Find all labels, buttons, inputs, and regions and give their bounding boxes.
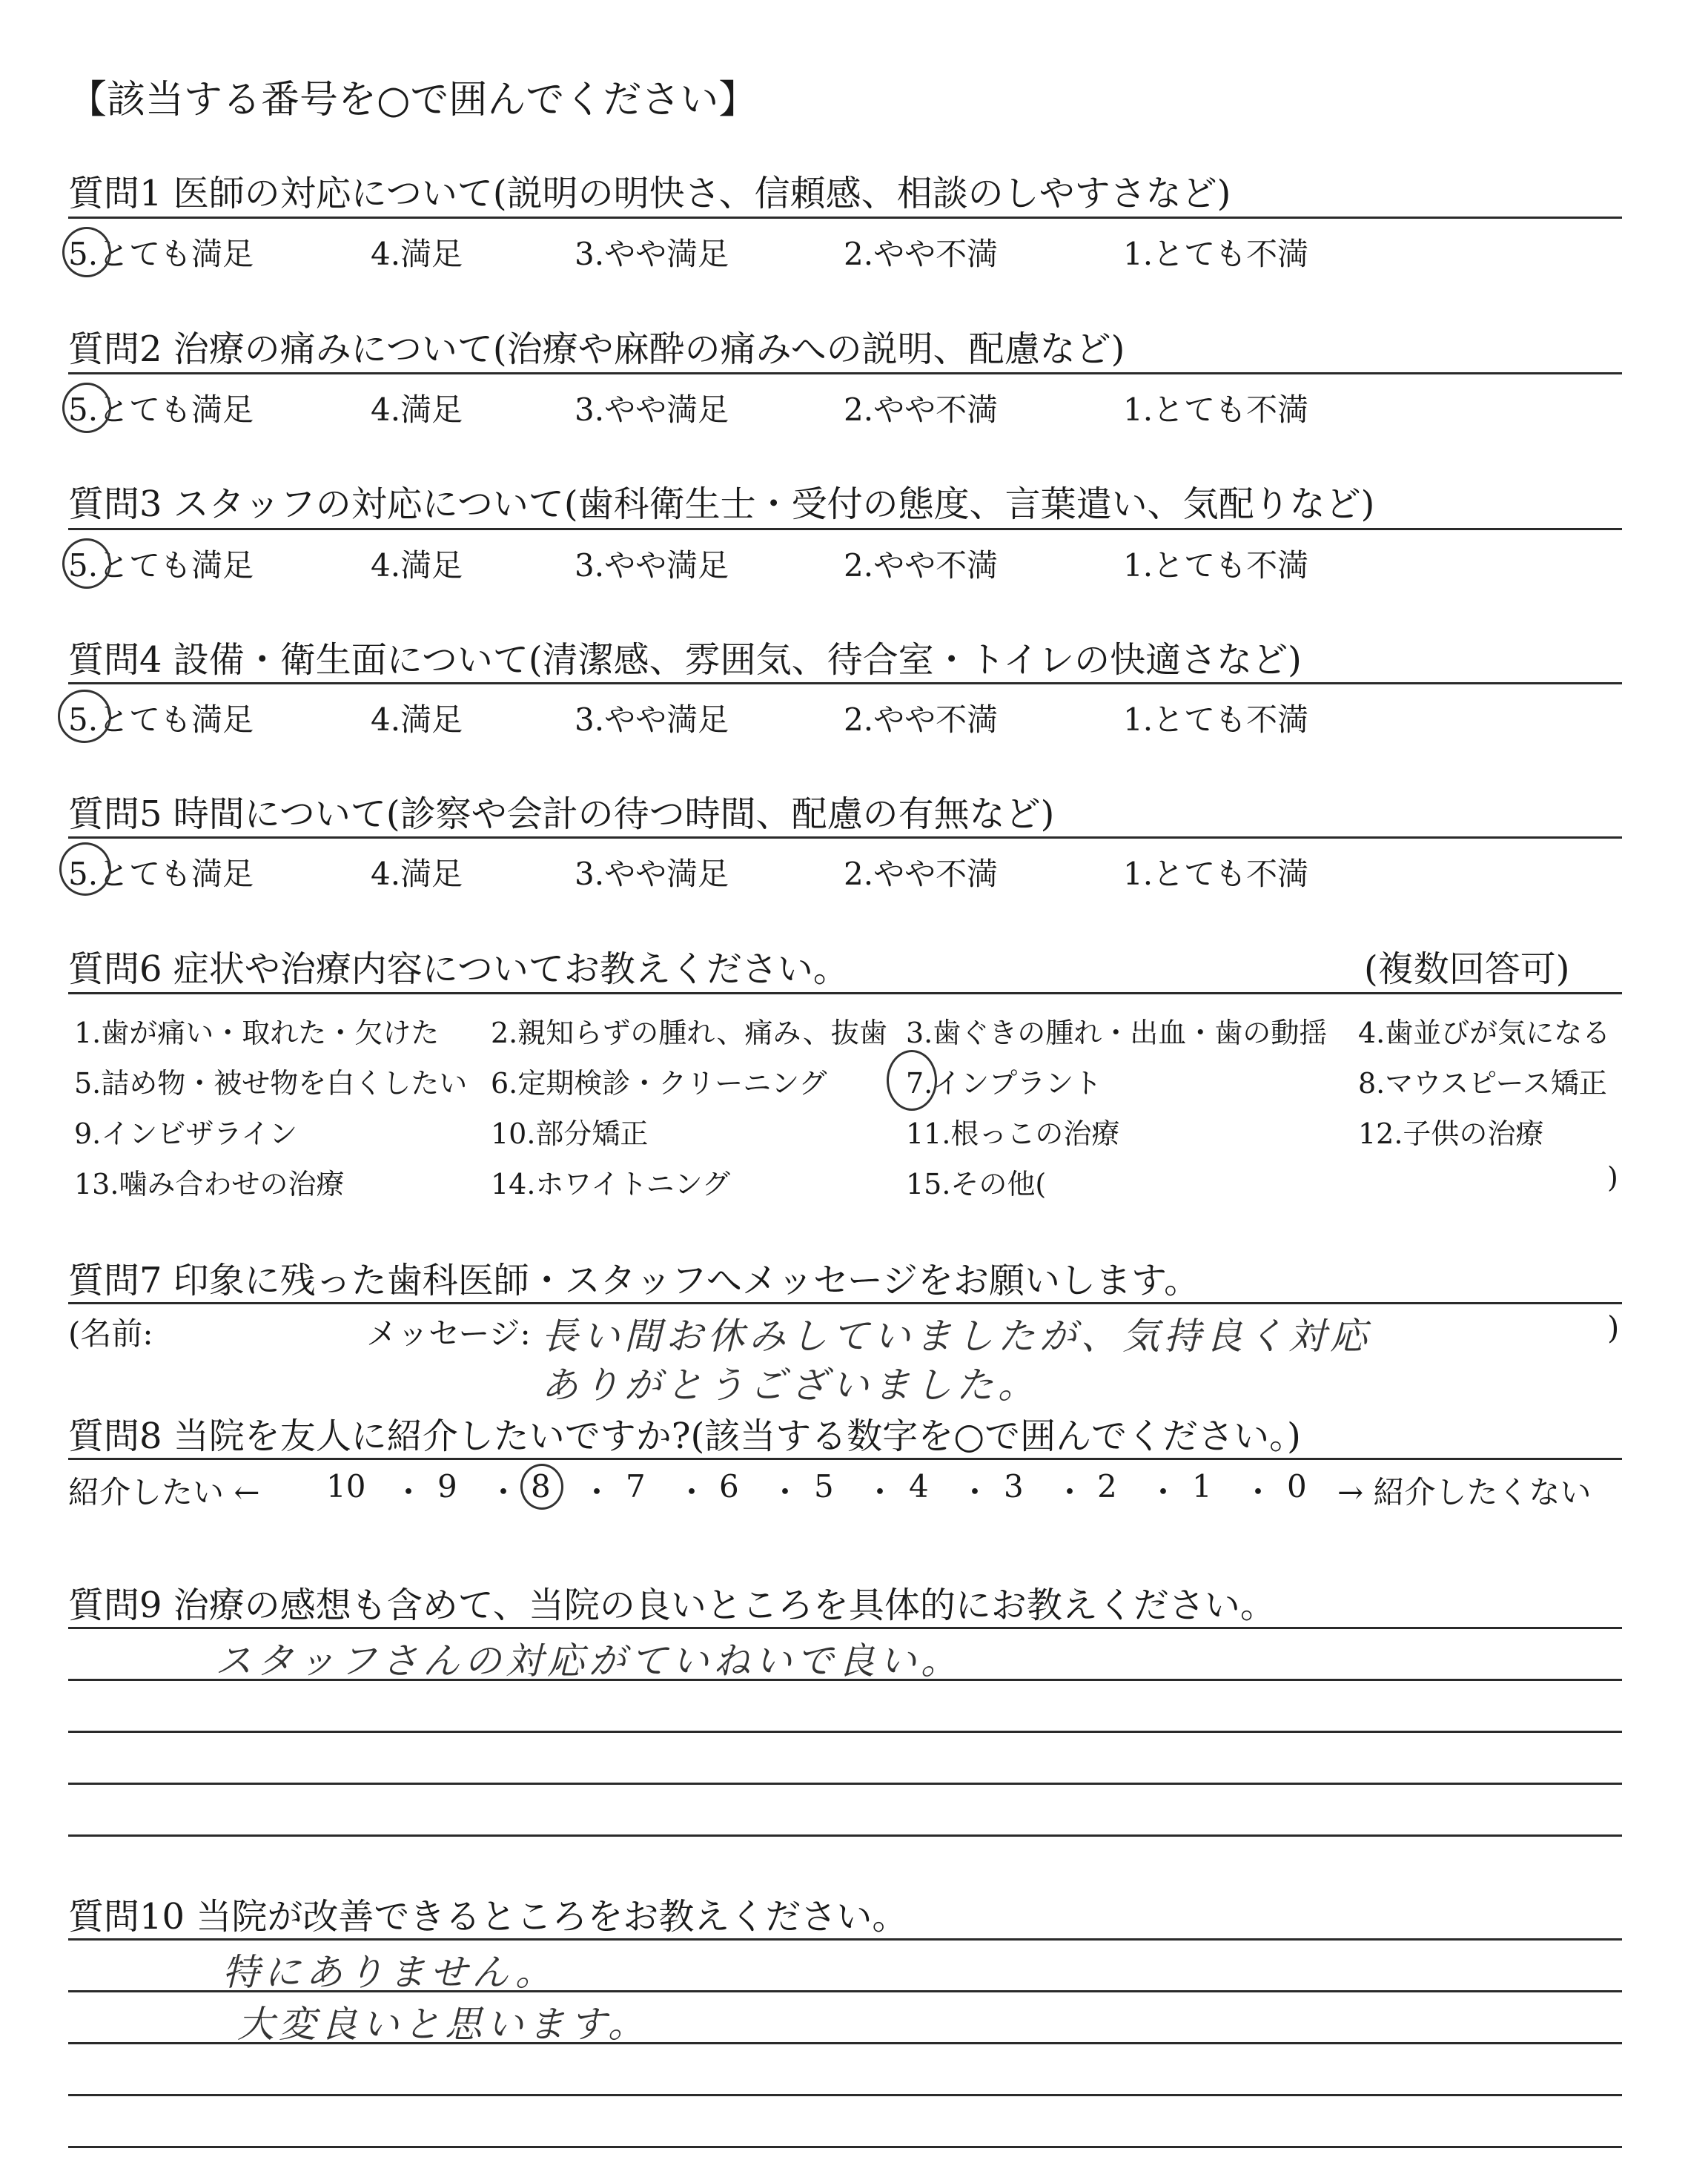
option-2[interactable]: 2.やや不満 — [844, 856, 999, 892]
question-title: 質問4 設備・衛生面について(清潔感、雰囲気、待合室・トイレの快適さなど) — [68, 639, 1302, 681]
name-label: (名前: — [68, 1315, 153, 1352]
handwritten-message: 長い間お休みしていましたが、気持良く対応 — [541, 1315, 1371, 1358]
scale-value-3[interactable]: 3 — [1004, 1468, 1024, 1505]
question-title: 質問6 症状や治療内容についてお教えください。 — [68, 948, 849, 990]
scale-value-6[interactable]: 6 — [719, 1468, 739, 1505]
scale-value-5[interactable]: 5 — [814, 1468, 834, 1505]
option-2[interactable]: 2.やや不満 — [844, 236, 999, 272]
selection-circle — [62, 383, 111, 433]
symptom-option[interactable]: 3.歯ぐきの腫れ・出血・歯の動揺 — [906, 1017, 1328, 1049]
answer-line — [68, 1783, 1622, 1785]
symptom-option[interactable]: 6.定期検診・クリーニング — [491, 1067, 827, 1100]
option-1[interactable]: 1.とても不満 — [1123, 547, 1309, 584]
option-5[interactable]: 5.とても満足 — [68, 856, 254, 892]
question-title: 質問5 時間について(診察や会計の待つ時間、配慮の有無など) — [68, 793, 1055, 835]
symptom-option-other[interactable]: 15.その他( — [906, 1168, 1047, 1200]
answer-line — [68, 1990, 1622, 1992]
scale-value-2[interactable]: 2 — [1097, 1468, 1117, 1505]
scale-value-4[interactable]: 4 — [909, 1468, 929, 1505]
recommend-right-label: → 紹介したくない — [1337, 1474, 1592, 1510]
option-5[interactable]: 5.とても満足 — [68, 701, 254, 738]
handwritten-answer: 特にありません。 — [222, 1951, 557, 1994]
scale-dot: ・ — [769, 1474, 801, 1510]
handwritten-message: ありがとうございました。 — [541, 1364, 1039, 1407]
divider — [68, 372, 1622, 374]
divider — [68, 836, 1622, 839]
selection-circle — [62, 538, 111, 589]
symptom-option[interactable]: 12.子供の治療 — [1358, 1117, 1544, 1150]
divider — [68, 682, 1622, 684]
answer-line — [68, 1938, 1622, 1941]
selection-circle — [520, 1464, 563, 1510]
option-3[interactable]: 3.やや満足 — [575, 701, 729, 738]
answer-line — [68, 2042, 1622, 2044]
scale-dot: ・ — [1054, 1474, 1086, 1510]
option-4[interactable]: 4.満足 — [371, 547, 463, 584]
answer-line — [68, 1679, 1622, 1681]
scale-dot: ・ — [488, 1474, 520, 1510]
question-title: 質問10 当院が改善できるところをお教えください。 — [68, 1896, 908, 1938]
other-close-paren: ) — [1607, 1161, 1618, 1194]
message-label: メッセージ: — [366, 1315, 531, 1352]
scale-value-0[interactable]: 0 — [1287, 1468, 1307, 1505]
option-3[interactable]: 3.やや満足 — [575, 856, 729, 892]
symptom-option[interactable]: 2.親知らずの腫れ、痛み、抜歯 — [491, 1017, 887, 1049]
symptom-option[interactable]: 5.詰め物・被せ物を白くしたい — [74, 1067, 468, 1100]
scale-dot: ・ — [1148, 1474, 1179, 1510]
option-5[interactable]: 5.とても満足 — [68, 547, 254, 584]
option-1[interactable]: 1.とても不満 — [1123, 701, 1309, 738]
answer-line — [68, 2094, 1622, 2096]
symptom-option[interactable]: 13.噛み合わせの治療 — [74, 1168, 345, 1200]
message-close-paren: ) — [1607, 1309, 1620, 1346]
selection-circle — [58, 690, 111, 743]
option-2[interactable]: 2.やや不満 — [844, 701, 999, 738]
symptom-option[interactable]: 4.歯並びが気になる — [1358, 1017, 1611, 1049]
question-title: 質問8 当院を友人に紹介したいですか?(該当する数字を○で囲んでください。) — [68, 1416, 1301, 1457]
handwritten-answer: 大変良いと思います。 — [237, 2003, 649, 2046]
scale-value-7[interactable]: 7 — [626, 1468, 646, 1505]
scale-dot: ・ — [959, 1474, 991, 1510]
divider — [68, 1302, 1622, 1304]
option-1[interactable]: 1.とても不満 — [1123, 236, 1309, 272]
scale-value-8[interactable]: 8 — [531, 1468, 551, 1505]
multiple-answers-note: (複数回答可) — [1364, 948, 1570, 990]
option-2[interactable]: 2.やや不満 — [844, 392, 999, 428]
symptom-option[interactable]: 11.根っこの治療 — [906, 1117, 1120, 1150]
option-4[interactable]: 4.満足 — [371, 856, 463, 892]
scale-dot: ・ — [393, 1474, 425, 1510]
option-3[interactable]: 3.やや満足 — [575, 392, 729, 428]
answer-line — [68, 1834, 1622, 1837]
divider — [68, 217, 1622, 219]
option-4[interactable]: 4.満足 — [371, 701, 463, 738]
recommend-left-label: 紹介したい ← — [68, 1474, 260, 1510]
answer-line — [68, 2146, 1622, 2148]
selection-circle — [62, 227, 111, 277]
question-title: 質問1 医師の対応について(説明の明快さ、信頼感、相談のしやすさなど) — [68, 173, 1231, 214]
symptom-option[interactable]: 7.インプラント — [906, 1067, 1102, 1100]
handwritten-answer: スタッフさんの対応がていねいで良い。 — [215, 1639, 962, 1682]
scale-dot: ・ — [864, 1474, 896, 1510]
answer-line — [68, 1627, 1622, 1629]
selection-circle — [59, 842, 111, 896]
divider — [68, 528, 1622, 530]
symptom-option[interactable]: 1.歯が痛い・取れた・欠けた — [74, 1017, 440, 1049]
option-3[interactable]: 3.やや満足 — [575, 236, 729, 272]
option-4[interactable]: 4.満足 — [371, 392, 463, 428]
question-title: 質問7 印象に残った歯科医師・スタッフへメッセージをお願いします。 — [68, 1260, 1200, 1301]
symptom-option[interactable]: 9.インビザライン — [74, 1117, 298, 1150]
selection-circle — [887, 1050, 937, 1111]
scale-value-1[interactable]: 1 — [1192, 1468, 1212, 1505]
divider — [68, 992, 1622, 994]
option-1[interactable]: 1.とても不満 — [1123, 392, 1309, 428]
scale-value-10[interactable]: 10 — [326, 1468, 366, 1505]
option-2[interactable]: 2.やや不満 — [844, 547, 999, 584]
question-title: 質問3 スタッフの対応について(歯科衛生士・受付の態度、言葉遣い、気配りなど) — [68, 483, 1375, 525]
scale-dot: ・ — [676, 1474, 708, 1510]
option-1[interactable]: 1.とても不満 — [1123, 856, 1309, 892]
answer-line — [68, 1731, 1622, 1733]
scale-value-9[interactable]: 9 — [437, 1468, 457, 1505]
option-3[interactable]: 3.やや満足 — [575, 547, 729, 584]
symptom-option[interactable]: 8.マウスピース矯正 — [1358, 1067, 1607, 1100]
recommend-scale — [326, 1468, 1320, 1513]
symptom-option[interactable]: 14.ホワイトニング — [491, 1168, 731, 1200]
symptom-option[interactable]: 10.部分矯正 — [491, 1117, 649, 1150]
divider — [68, 1458, 1622, 1460]
option-4[interactable]: 4.満足 — [371, 236, 463, 272]
scale-dot: ・ — [581, 1474, 613, 1510]
page-title: 【該当する番号を○で囲んでください】 — [68, 78, 758, 122]
scale-dot: ・ — [1242, 1474, 1274, 1510]
question-title: 質問2 治療の痛みについて(治療や麻酔の痛みへの説明、配慮など) — [68, 328, 1125, 370]
question-title: 質問9 治療の感想も含めて、当院の良いところを具体的にお教えください。 — [68, 1585, 1276, 1626]
option-5[interactable]: 5.とても満足 — [68, 236, 254, 272]
option-5[interactable]: 5.とても満足 — [68, 392, 254, 428]
